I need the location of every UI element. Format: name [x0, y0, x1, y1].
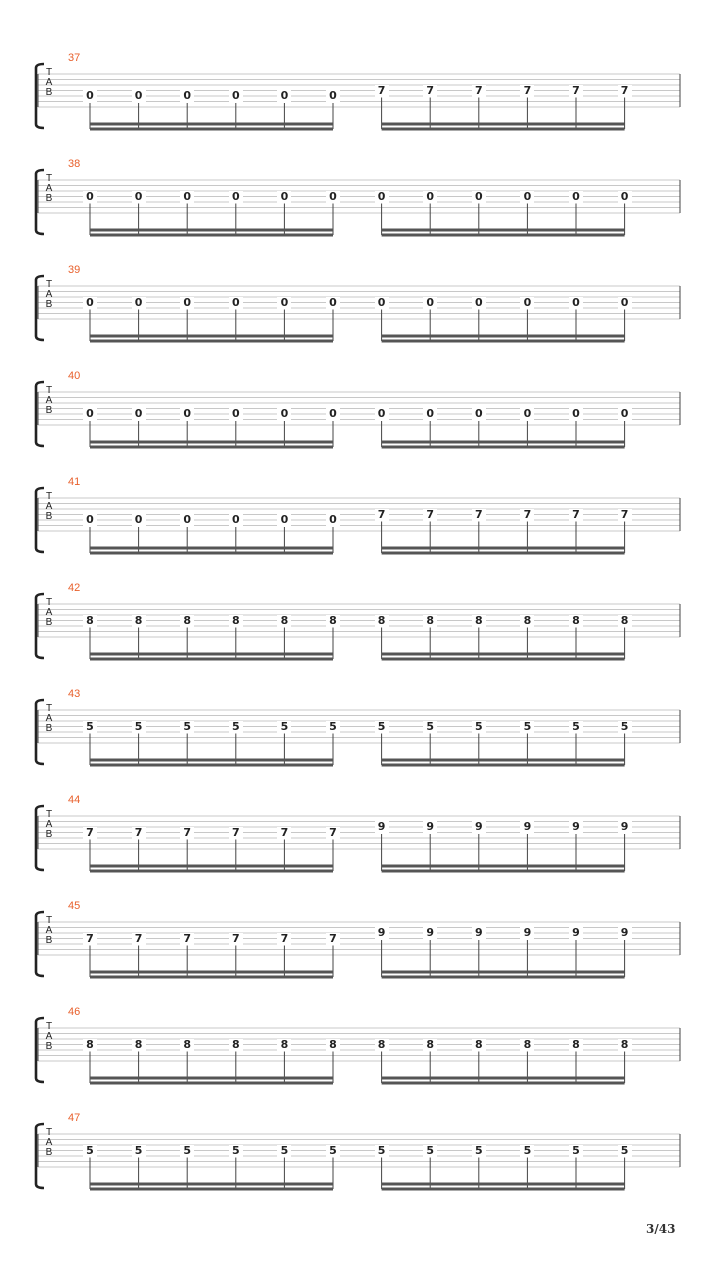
beam [382, 123, 625, 126]
fret-number: 0 [569, 408, 583, 420]
beam [90, 1183, 333, 1186]
fret-number: 9 [375, 821, 389, 833]
measure-number: 39 [68, 264, 81, 276]
fret-number: 0 [229, 90, 243, 102]
tab-system [0, 688, 720, 800]
tab-system [0, 370, 720, 482]
beam [90, 335, 333, 338]
tab-staff [0, 482, 720, 572]
measure-number: 40 [68, 370, 81, 382]
beam [382, 335, 625, 338]
fret-number: 9 [472, 821, 486, 833]
fret-number: 0 [229, 191, 243, 203]
beam [382, 976, 625, 979]
beam [90, 552, 333, 555]
tab-system [0, 794, 720, 906]
measure-number: 43 [68, 688, 81, 700]
fret-number: 8 [229, 615, 243, 627]
tab-system [0, 264, 720, 376]
tab-staff [0, 1118, 720, 1208]
fret-number: 0 [326, 408, 340, 420]
beam [382, 547, 625, 550]
fret-number: 8 [83, 1039, 97, 1051]
tab-clef-letter: T [45, 173, 53, 184]
fret-number: 0 [375, 191, 389, 203]
beam [382, 759, 625, 762]
tab-system [0, 52, 720, 164]
fret-number: 0 [180, 297, 194, 309]
measure-number: 41 [68, 476, 81, 488]
tab-clef-letter: B [45, 511, 53, 522]
fret-number: 5 [423, 1145, 437, 1157]
tab-system [0, 900, 720, 1012]
fret-number: 8 [83, 615, 97, 627]
fret-number: 0 [520, 191, 534, 203]
fret-number: 8 [618, 1039, 632, 1051]
beam [90, 658, 333, 661]
fret-number: 5 [229, 721, 243, 733]
tab-clef-letter: B [45, 1147, 53, 1158]
fret-number: 9 [618, 821, 632, 833]
fret-number: 9 [520, 821, 534, 833]
fret-number: 7 [472, 85, 486, 97]
beam [90, 971, 333, 974]
fret-number: 0 [83, 191, 97, 203]
fret-number: 5 [520, 721, 534, 733]
tab-clef [44, 1128, 54, 1158]
beam [90, 1188, 333, 1191]
fret-number: 5 [375, 721, 389, 733]
fret-number: 7 [423, 85, 437, 97]
beam [382, 446, 625, 449]
fret-number: 0 [520, 408, 534, 420]
tab-staff [0, 164, 720, 254]
fret-number: 0 [229, 514, 243, 526]
tab-clef-letter: A [45, 395, 53, 406]
tab-clef-letter: T [45, 809, 53, 820]
tab-clef-letter: B [45, 829, 53, 840]
fret-number: 0 [423, 297, 437, 309]
beam [382, 552, 625, 555]
fret-number: 8 [326, 615, 340, 627]
fret-number: 7 [520, 509, 534, 521]
tab-clef [44, 598, 54, 628]
fret-number: 0 [423, 191, 437, 203]
beam [90, 123, 333, 126]
tab-system [0, 476, 720, 588]
fret-number: 7 [618, 85, 632, 97]
beam [90, 1077, 333, 1080]
fret-number: 0 [132, 408, 146, 420]
tab-clef [44, 704, 54, 734]
beam [90, 128, 333, 131]
fret-number: 0 [83, 90, 97, 102]
fret-number: 9 [569, 927, 583, 939]
fret-number: 9 [520, 927, 534, 939]
tab-clef-letter: T [45, 915, 53, 926]
fret-number: 7 [569, 509, 583, 521]
tab-clef [44, 280, 54, 310]
beam [90, 759, 333, 762]
fret-number: 8 [569, 615, 583, 627]
fret-number: 9 [423, 927, 437, 939]
fret-number: 7 [423, 509, 437, 521]
fret-number: 5 [277, 1145, 291, 1157]
fret-number: 8 [423, 615, 437, 627]
fret-number: 0 [375, 408, 389, 420]
fret-number: 7 [132, 933, 146, 945]
fret-number: 0 [132, 297, 146, 309]
tab-staff [0, 694, 720, 784]
fret-number: 5 [375, 1145, 389, 1157]
beam [382, 653, 625, 656]
beam [90, 547, 333, 550]
tab-clef [44, 1022, 54, 1052]
tab-clef-letter: T [45, 491, 53, 502]
beam [382, 340, 625, 343]
fret-number: 0 [180, 191, 194, 203]
tab-clef-letter: A [45, 925, 53, 936]
tab-clef-letter: T [45, 1021, 53, 1032]
tab-staff [0, 58, 720, 148]
tab-clef-letter: B [45, 617, 53, 628]
beam [90, 976, 333, 979]
fret-number: 8 [132, 1039, 146, 1051]
fret-number: 8 [326, 1039, 340, 1051]
fret-number: 8 [375, 615, 389, 627]
beam [90, 340, 333, 343]
tab-clef-letter: T [45, 597, 53, 608]
beam [382, 229, 625, 232]
tab-clef-letter: B [45, 405, 53, 416]
fret-number: 7 [229, 933, 243, 945]
beam [90, 865, 333, 868]
fret-number: 8 [180, 615, 194, 627]
measure-number: 37 [68, 52, 81, 64]
tab-clef [44, 174, 54, 204]
measure-number: 44 [68, 794, 81, 806]
fret-number: 7 [180, 933, 194, 945]
fret-number: 0 [375, 297, 389, 309]
fret-number: 5 [569, 721, 583, 733]
fret-number: 8 [375, 1039, 389, 1051]
fret-number: 0 [326, 191, 340, 203]
fret-number: 0 [277, 514, 291, 526]
tab-clef-letter: A [45, 77, 53, 88]
tab-clef [44, 386, 54, 416]
fret-number: 0 [132, 90, 146, 102]
fret-number: 5 [472, 721, 486, 733]
fret-number: 7 [569, 85, 583, 97]
fret-number: 7 [132, 827, 146, 839]
tab-clef-letter: B [45, 299, 53, 310]
fret-number: 7 [520, 85, 534, 97]
beam [382, 1082, 625, 1085]
fret-number: 8 [472, 615, 486, 627]
tab-clef-letter: A [45, 501, 53, 512]
tab-system [0, 158, 720, 270]
fret-number: 0 [277, 297, 291, 309]
tab-clef-letter: B [45, 935, 53, 946]
beam [382, 870, 625, 873]
fret-number: 5 [180, 1145, 194, 1157]
fret-number: 0 [83, 408, 97, 420]
fret-number: 0 [83, 514, 97, 526]
fret-number: 5 [569, 1145, 583, 1157]
tab-clef [44, 916, 54, 946]
fret-number: 7 [277, 933, 291, 945]
fret-number: 8 [618, 615, 632, 627]
tab-system [0, 1006, 720, 1118]
fret-number: 0 [423, 408, 437, 420]
fret-number: 5 [229, 1145, 243, 1157]
measure-number: 38 [68, 158, 81, 170]
tab-clef-letter: T [45, 703, 53, 714]
fret-number: 5 [132, 1145, 146, 1157]
tab-staff [0, 588, 720, 678]
tab-clef-letter: A [45, 1137, 53, 1148]
fret-number: 0 [229, 408, 243, 420]
measure-number: 46 [68, 1006, 81, 1018]
beam [90, 870, 333, 873]
beam [90, 446, 333, 449]
tab-clef-letter: T [45, 1127, 53, 1138]
beam [382, 1188, 625, 1191]
tab-clef [44, 68, 54, 98]
beam [90, 229, 333, 232]
fret-number: 0 [520, 297, 534, 309]
tab-staff [0, 270, 720, 360]
fret-number: 0 [618, 191, 632, 203]
fret-number: 0 [618, 408, 632, 420]
tab-clef-letter: B [45, 193, 53, 204]
tab-staff [0, 906, 720, 996]
fret-number: 0 [180, 408, 194, 420]
fret-number: 8 [277, 1039, 291, 1051]
fret-number: 8 [180, 1039, 194, 1051]
tab-staff [0, 1012, 720, 1102]
fret-number: 7 [618, 509, 632, 521]
fret-number: 7 [326, 933, 340, 945]
fret-number: 5 [326, 721, 340, 733]
fret-number: 5 [326, 1145, 340, 1157]
fret-number: 7 [83, 933, 97, 945]
fret-number: 9 [375, 927, 389, 939]
beam [90, 441, 333, 444]
beam [382, 971, 625, 974]
tab-clef-letter: T [45, 385, 53, 396]
fret-number: 7 [375, 509, 389, 521]
beam [382, 658, 625, 661]
fret-number: 0 [569, 297, 583, 309]
fret-number: 5 [618, 721, 632, 733]
fret-number: 5 [472, 1145, 486, 1157]
fret-number: 9 [618, 927, 632, 939]
fret-number: 8 [229, 1039, 243, 1051]
fret-number: 7 [326, 827, 340, 839]
fret-number: 0 [277, 90, 291, 102]
fret-number: 8 [132, 615, 146, 627]
measure-number: 45 [68, 900, 81, 912]
tab-staff [0, 376, 720, 466]
fret-number: 8 [472, 1039, 486, 1051]
fret-number: 5 [618, 1145, 632, 1157]
fret-number: 0 [326, 297, 340, 309]
fret-number: 0 [180, 90, 194, 102]
beam [382, 234, 625, 237]
fret-number: 0 [83, 297, 97, 309]
beam [382, 441, 625, 444]
tab-system [0, 1112, 720, 1224]
tab-clef-letter: B [45, 1041, 53, 1052]
beam [90, 234, 333, 237]
beam [90, 653, 333, 656]
fret-number: 0 [229, 297, 243, 309]
fret-number: 8 [569, 1039, 583, 1051]
tab-clef-letter: A [45, 1031, 53, 1042]
fret-number: 5 [83, 721, 97, 733]
fret-number: 0 [277, 191, 291, 203]
fret-number: 8 [520, 1039, 534, 1051]
tab-clef-letter: A [45, 607, 53, 618]
tab-clef [44, 810, 54, 840]
fret-number: 0 [569, 191, 583, 203]
fret-number: 0 [277, 408, 291, 420]
tab-clef-letter: B [45, 723, 53, 734]
tab-clef-letter: A [45, 289, 53, 300]
fret-number: 0 [472, 191, 486, 203]
fret-number: 5 [423, 721, 437, 733]
fret-number: 0 [132, 514, 146, 526]
tab-clef-letter: T [45, 67, 53, 78]
page-number: 3/43 [646, 1222, 676, 1236]
beam [382, 764, 625, 767]
fret-number: 9 [569, 821, 583, 833]
fret-number: 7 [277, 827, 291, 839]
fret-number: 5 [180, 721, 194, 733]
fret-number: 9 [423, 821, 437, 833]
fret-number: 0 [326, 90, 340, 102]
fret-number: 8 [520, 615, 534, 627]
tab-staff [0, 800, 720, 890]
measure-number: 47 [68, 1112, 81, 1124]
tab-clef-letter: A [45, 183, 53, 194]
fret-number: 0 [618, 297, 632, 309]
fret-number: 0 [326, 514, 340, 526]
tab-clef [44, 492, 54, 522]
beam [90, 1082, 333, 1085]
tab-clef-letter: A [45, 819, 53, 830]
fret-number: 7 [229, 827, 243, 839]
fret-number: 7 [472, 509, 486, 521]
tab-clef-letter: T [45, 279, 53, 290]
beam [382, 128, 625, 131]
fret-number: 8 [277, 615, 291, 627]
fret-number: 7 [83, 827, 97, 839]
tab-clef-letter: A [45, 713, 53, 724]
beam [90, 764, 333, 767]
fret-number: 0 [132, 191, 146, 203]
fret-number: 8 [423, 1039, 437, 1051]
tab-system [0, 582, 720, 694]
fret-number: 7 [180, 827, 194, 839]
fret-number: 9 [472, 927, 486, 939]
beam [382, 865, 625, 868]
fret-number: 5 [277, 721, 291, 733]
beam [382, 1077, 625, 1080]
measure-number: 42 [68, 582, 81, 594]
fret-number: 0 [472, 297, 486, 309]
beam [382, 1183, 625, 1186]
fret-number: 0 [180, 514, 194, 526]
fret-number: 5 [132, 721, 146, 733]
tab-clef-letter: B [45, 87, 53, 98]
fret-number: 0 [472, 408, 486, 420]
fret-number: 5 [83, 1145, 97, 1157]
fret-number: 7 [375, 85, 389, 97]
fret-number: 5 [520, 1145, 534, 1157]
